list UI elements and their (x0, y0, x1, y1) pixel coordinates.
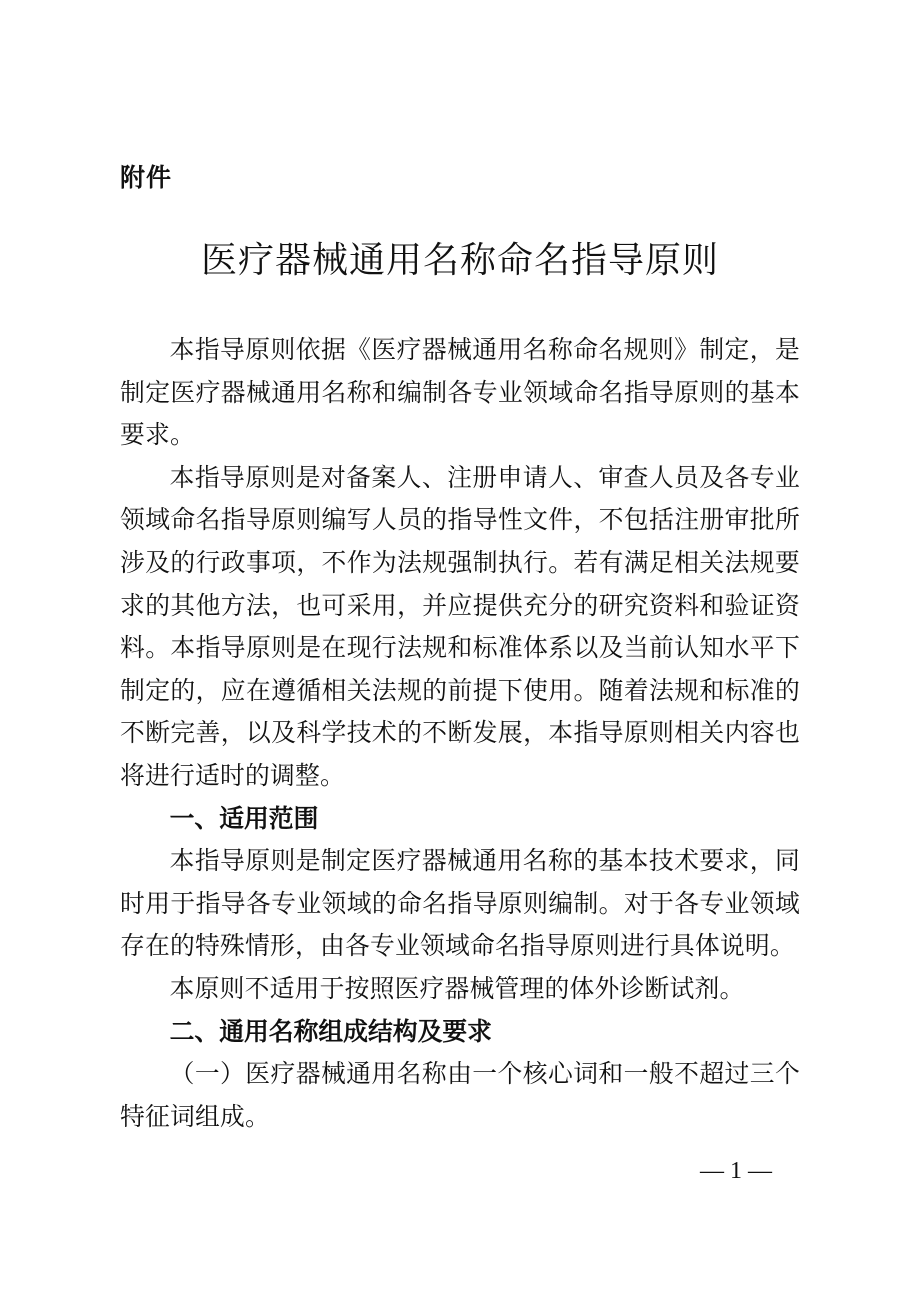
page-number: — 1 — (700, 1158, 772, 1184)
section-heading-scope: 一、适用范围 (169, 803, 319, 833)
scope-note-paragraph: 本指导原则是对备案人、注册申请人、审查人员及各专业领域命名指导原则编写人员的指导性文件，不包括注册审批所涉及的行政事项，不作为法规强制执行。若有满足相关法规要求的其他方法，也可采用，并应提供充分的研究资料和验证资料。本指导原则是在现行法规和标准体系以及当前认知水平下制定的，应在遵循相关法规的前提下使用。随着法规和标准的不断完善，以及科学技术的不断发展，本指导原则相关内容也将进行适时的调整。 (120, 462, 800, 790)
exclusion-paragraph: 本原则不适用于按照医疗器械管理的体外诊断试剂。 (169, 973, 745, 1003)
scope-paragraph: 本指导原则是制定医疗器械通用名称的基本技术要求，同时用于指导各专业领域的命名指导原则编制。对于各专业领域存在的特殊情形，由各专业领域命名指导原则进行具体说明。 (120, 846, 800, 961)
section-heading-structure: 二、通用名称组成结构及要求 (169, 1016, 492, 1046)
intro-paragraph: 本指导原则依据《医疗器械通用名称命名规则》制定，是制定医疗器械通用名称和编制各专业领域命名指导原则的基本要求。 (120, 335, 800, 450)
document-body (120, 329, 800, 1138)
structure-item-1: （一）医疗器械通用名称由一个核心词和一般不超过三个特征词组成。 (120, 1059, 800, 1131)
attachment-label: 附件 (120, 163, 173, 192)
document-title: 医疗器械通用名称命名指导原则 (200, 240, 719, 281)
